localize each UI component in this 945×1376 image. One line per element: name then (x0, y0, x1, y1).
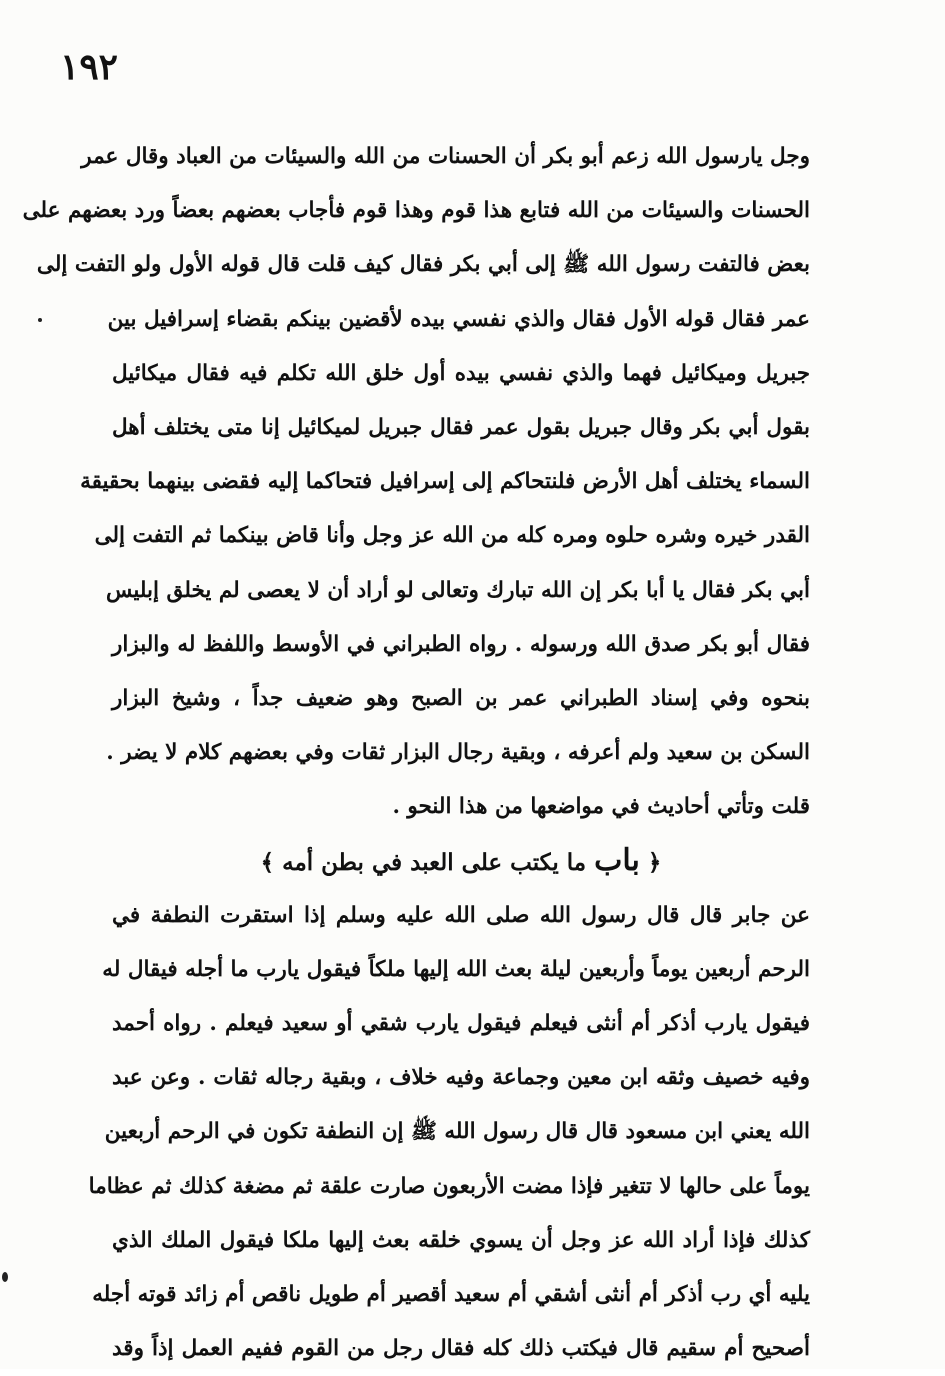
body-text (22, 130, 810, 1376)
text-line-3: بعض فالتفت رسول الله ﷺ إلى أبي بكر فقال كيف قلت قال قوله الأول ولو التفت إلى (36, 252, 810, 278)
text-line-1: وجل يارسول الله زعم أبو بكر أن الحسنات من الله والسيئات من العباد وقال عمر (81, 144, 810, 169)
text-line-18: الله يعني ابن مسعود قال قال رسول الله ﷺ إن النطفة تكون في الرحم أربعين (104, 1119, 810, 1145)
chapter-heading (112, 834, 810, 888)
heading-close-bracket: ﴾ (260, 849, 275, 877)
heading-bab-word: باب (594, 843, 640, 879)
text-line-6: بقول أبي بكر وقال جبريل بقول عمر فقال جبريل لميكائيل إنا متى يختلف أهل (112, 414, 810, 440)
text-line-2: الحسنات والسيئات من الله فتابع هذا قوم وهذا قوم فأجاب بعضهم بعضاً ورد بعضهم على (22, 198, 810, 224)
text-line-15: الرحم أربعين يوماً وأربعين ليلة بعث الله إليها ملكاً فيقول يارب ما أجله فيقال له (102, 956, 810, 982)
text-line-5: جبريل وميكائيل فهما والذي نفسي بيده أول خلق الله تكلم فيه فقال ميكائيل (112, 360, 810, 386)
text-line-12: السكن بن سعيد ولم أعرفه ، وبقية رجال البزار ثقات وفي بعضهم كلام لا يضر . (106, 740, 810, 766)
scan-speck (38, 318, 42, 322)
text-line-10: فقال أبو بكر صدق الله ورسوله . رواه الطبراني في الأوسط واللفظ له والبزار (112, 631, 810, 657)
text-line-7: السماء يختلف أهل الأرض فلنتحاكم إلى إسرافيل فتحاكما إليه فقضى بينهما بحقيقة (80, 469, 810, 495)
text-line-22: أصحيح أم سقيم قال فيكتب ذلك كله فقال رجل من القوم ففيم العمل إذاً وقد (112, 1336, 810, 1362)
text-line-19: يوماً على حالها لا تتغير فإذا مضت الأربعون صارت علقة ثم مضغة كذلك ثم عظاما (88, 1173, 810, 1199)
text-line-9: أبي بكر فقال يا أبا بكر إن الله تبارك وتعالى لو أراد أن لا يعصى لم يخلق إبليس (106, 577, 810, 603)
heading-open-bracket: ﴿ (647, 849, 662, 877)
text-line-17: وفيه خصيف وثقه ابن معين وجماعة وفيه خلاف ، وبقية رجاله ثقات . وعن عبد (112, 1065, 810, 1091)
text-line-20: كذلك فإذا أراد الله عز وجل أن يسوي خلقه بعث إليها ملكا فيقول الملك الذي (112, 1227, 810, 1253)
page-number: ١٩٢ (60, 46, 119, 88)
heading-title: ما يكتب على العبد في بطن أمه (282, 849, 587, 877)
text-line-13: قلت وتأتي أحاديث في مواضعها من هذا النحو . (392, 794, 810, 820)
text-line-16: فيقول يارب أذكر أم أنثى فيعلم فيقول يارب شقي أو سعيد فيعلم . رواه أحمد (112, 1011, 810, 1036)
text-line-11: بنحوه وفي إسناد الطبراني عمر بن الصبح وهو ضعيف جداً ، وشيخ البزار (112, 685, 810, 711)
text-line-14: عن جابر قال قال رسول الله صلى الله عليه وسلم إذا استقرت النطفة في (112, 902, 810, 928)
scan-speck (2, 1272, 8, 1282)
text-line-21: يليه أي رب أذكر أم أنثى أشقي أم سعيد أقصير أم طويل ناقص أم زائد قوته أجله (92, 1281, 810, 1307)
text-line-8: القدر خيره وشره حلوه ومره كله من الله عز وجل وأنا قاض بينكما ثم التفت إلى (94, 523, 810, 549)
text-line-4: عمر فقال قوله الأول فقال والذي نفسي بيده لأقضين بينكم بقضاء إسرافيل بين (107, 306, 810, 332)
